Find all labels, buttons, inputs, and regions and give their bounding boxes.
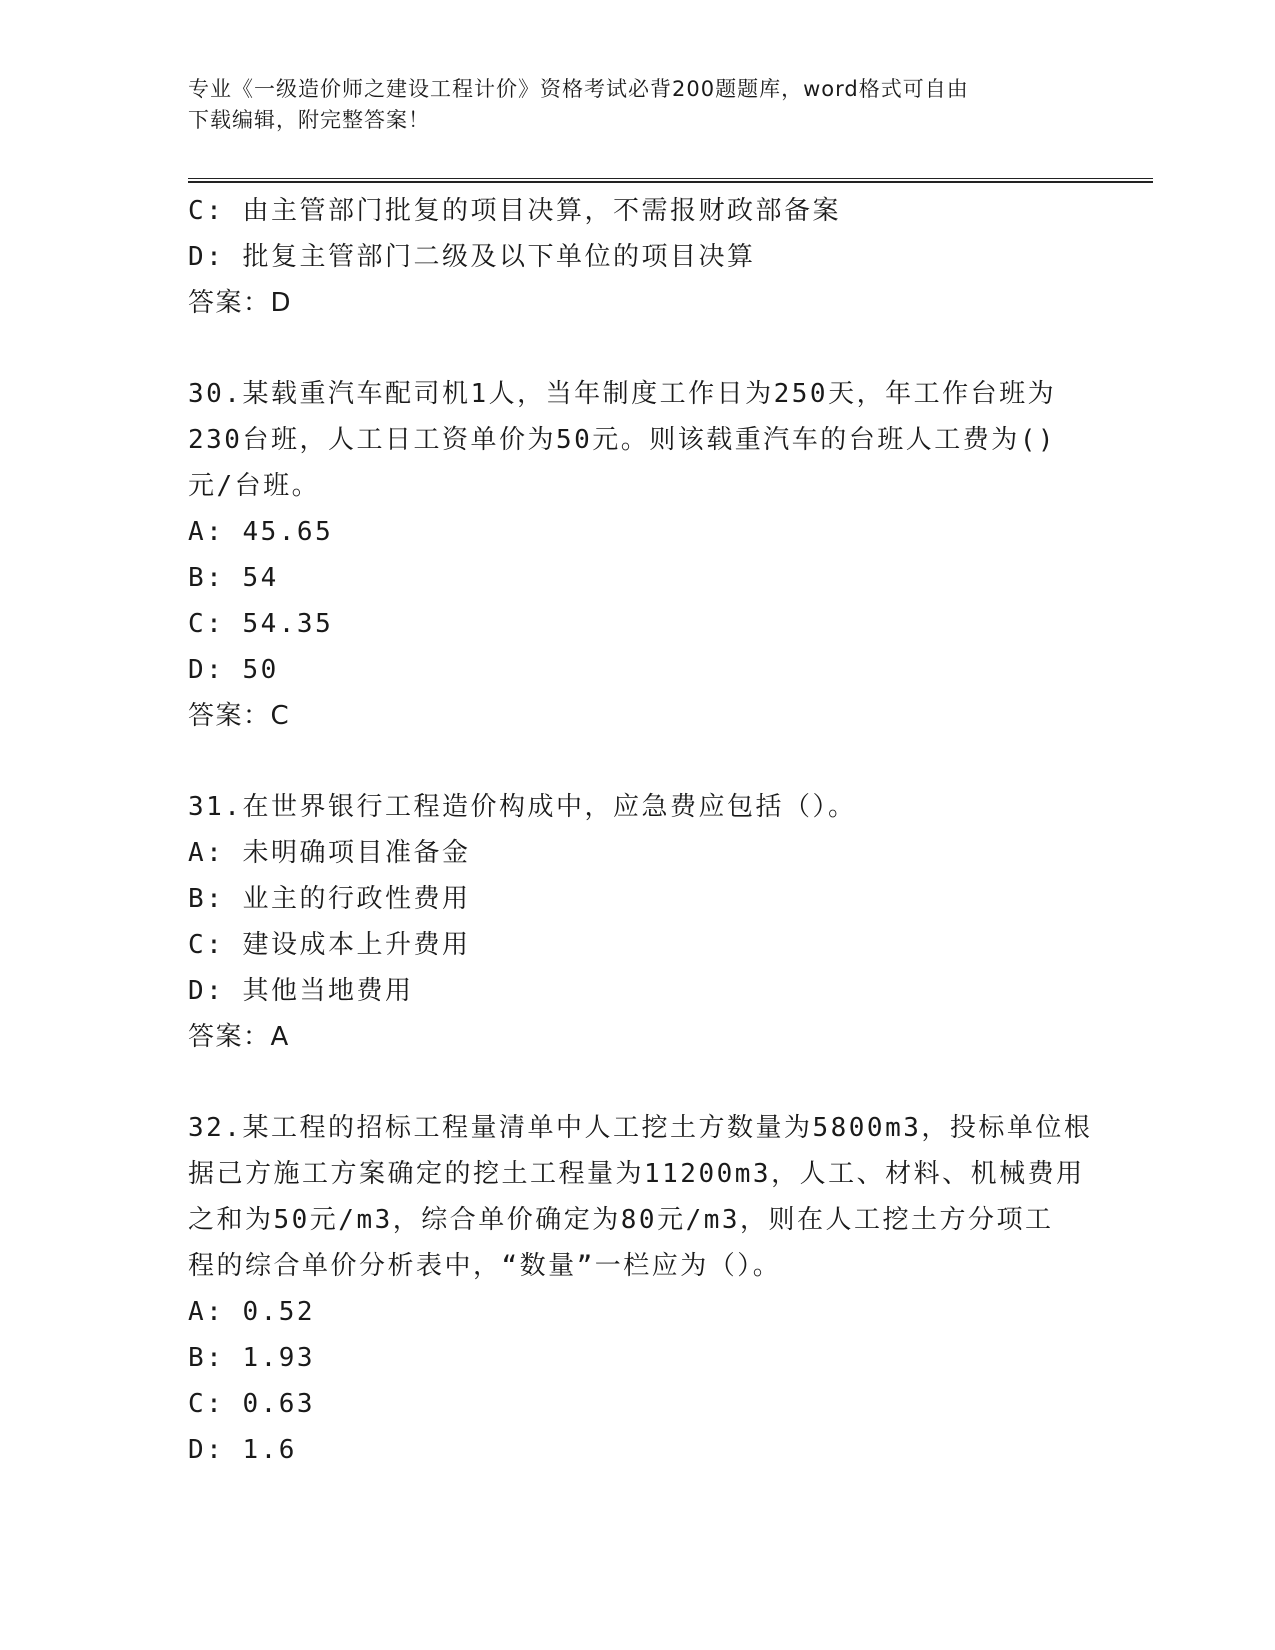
question-stem-line: 230台班，人工日工资单价为50元。则该载重汽车的台班人工费为() <box>188 425 1057 455</box>
option-c: C: 54.35 <box>188 609 334 639</box>
option-b: B: 1.93 <box>188 1343 316 1373</box>
option-a: A: 未明确项目准备金 <box>188 838 471 868</box>
option-a: A: 45.65 <box>188 517 334 547</box>
header-divider-thin <box>188 178 1153 179</box>
option-d: D: 1.6 <box>188 1435 297 1465</box>
question-stem-line: 程的综合单价分析表中，“数量”一栏应为（）。 <box>188 1251 782 1281</box>
document-body <box>188 188 1093 1473</box>
option-b: B: 业主的行政性费用 <box>188 884 471 914</box>
option-d: D: 批复主管部门二级及以下单位的项目决算 <box>188 242 756 272</box>
option-c: C: 0.63 <box>188 1389 316 1419</box>
question-stem-line: 据己方施工方案确定的挖土工程量为11200m3，人工、材料、机械费用 <box>188 1159 1085 1189</box>
question-29-tail <box>188 188 1088 326</box>
answer-line: 答案：D <box>188 288 293 318</box>
option-a: A: 0.52 <box>188 1297 316 1327</box>
spacer <box>188 1060 1088 1105</box>
option-d: D: 其他当地费用 <box>188 976 414 1006</box>
question-stem-line: 之和为50元/m3，综合单价确定为80元/m3，则在人工挖土方分项工 <box>188 1205 1054 1235</box>
answer-line: 答案：A <box>188 1022 290 1052</box>
question-31 <box>188 784 1088 1060</box>
spacer <box>188 326 1088 371</box>
question-32 <box>188 1105 1093 1473</box>
header-line-2: 下载编辑，附完整答案！ <box>188 108 430 132</box>
spacer <box>188 739 1088 784</box>
header-divider-thick <box>188 181 1153 183</box>
option-d: D: 50 <box>188 655 279 685</box>
question-stem-line: 30.某载重汽车配司机1人，当年制度工作日为250天，年工作台班为 <box>188 379 1057 409</box>
question-30 <box>188 371 1088 739</box>
option-c: C: 由主管部门批复的项目决算，不需报财政部备案 <box>188 196 841 226</box>
question-stem-line: 元/台班。 <box>188 471 321 501</box>
header-line-1: 专业《一级造价师之建设工程计价》资格考试必背200题题库，word格式可自由 <box>188 77 969 101</box>
question-stem-line: 32.某工程的招标工程量清单中人工挖土方数量为5800m3，投标单位根 <box>188 1113 1093 1143</box>
answer-line: 答案：C <box>188 701 291 731</box>
option-b: B: 54 <box>188 563 279 593</box>
document-header <box>188 74 1088 136</box>
question-stem-line: 31.在世界银行工程造价构成中，应急费应包括（）。 <box>188 792 857 822</box>
option-c: C: 建设成本上升费用 <box>188 930 471 960</box>
